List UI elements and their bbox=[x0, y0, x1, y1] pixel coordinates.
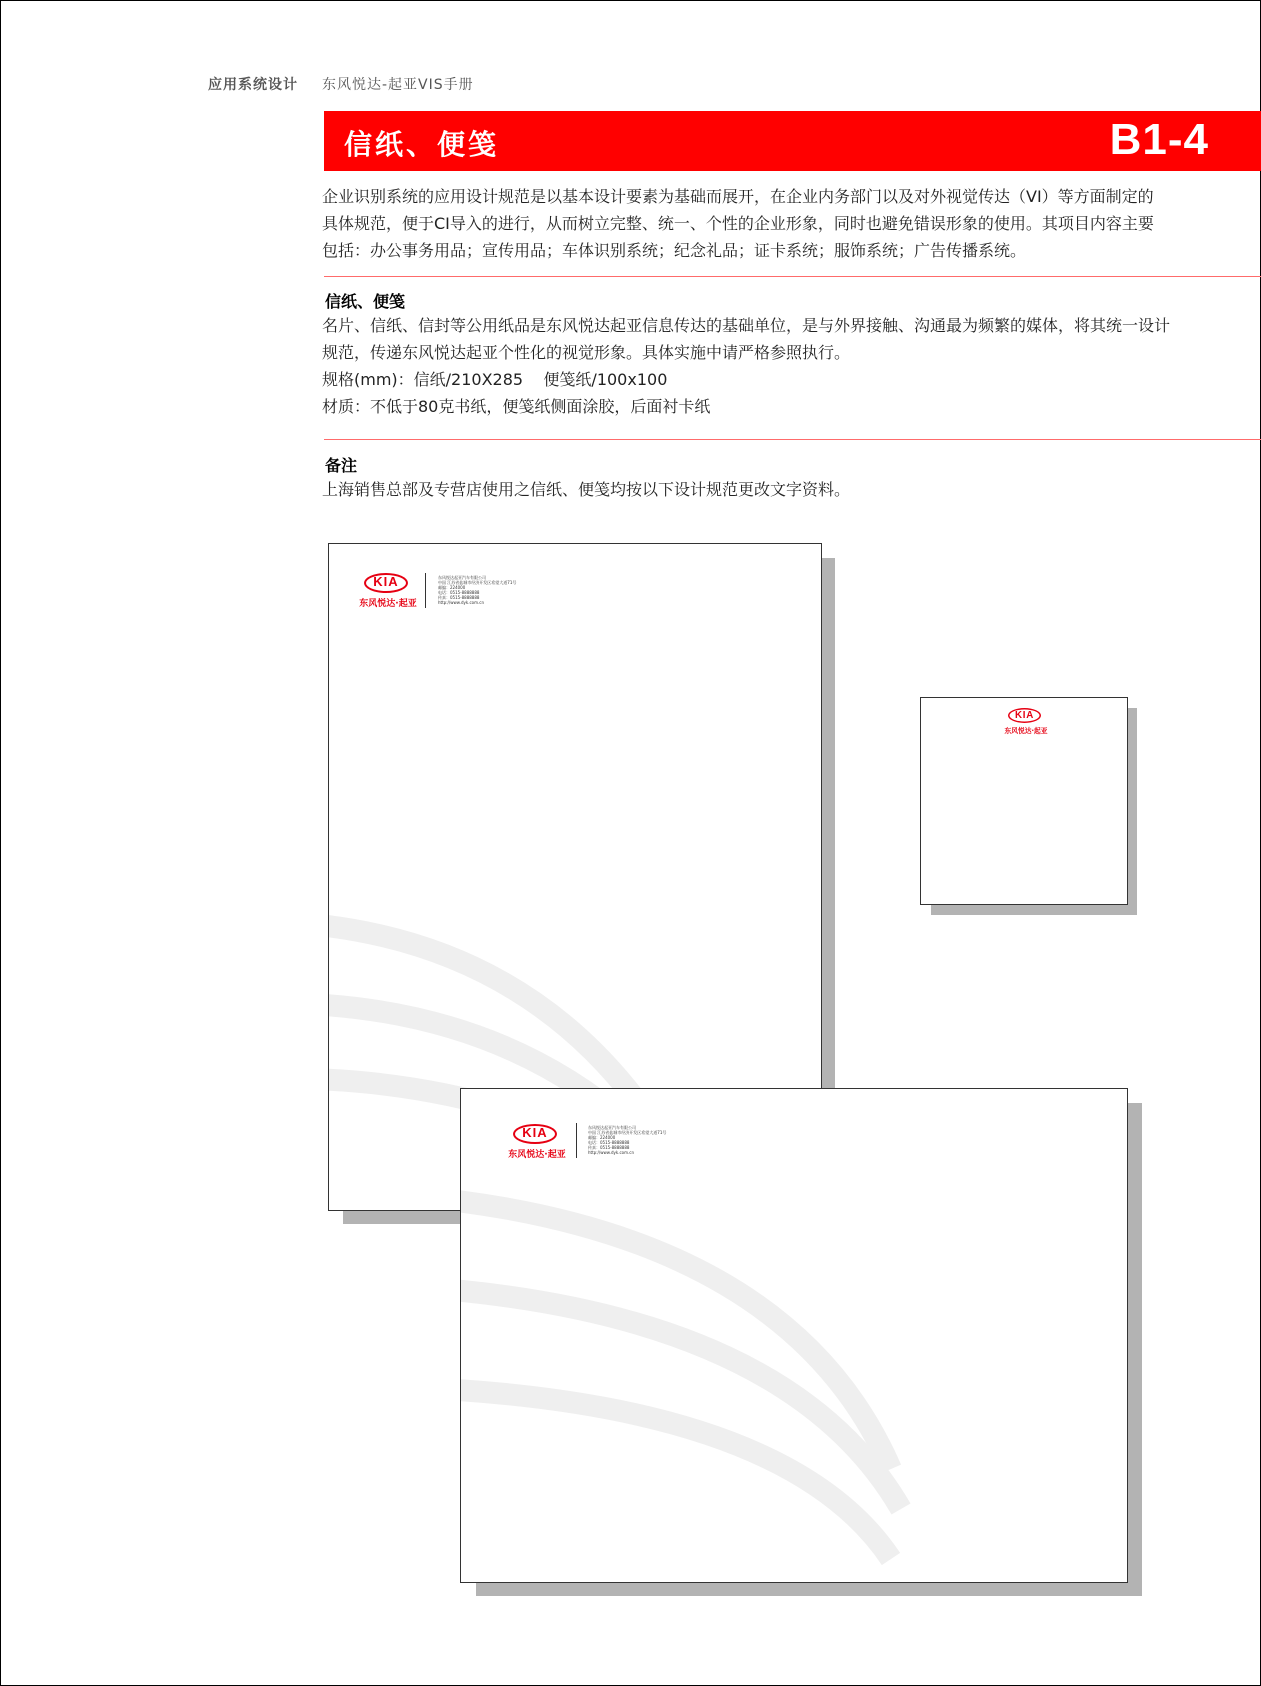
page-title: 信纸、便笺 bbox=[344, 128, 500, 161]
address-line: 中国 江苏省盐城市经济开发区希望大道71号 bbox=[588, 1130, 667, 1135]
note-line: 上海销售总部及专营店使用之信纸、便笺均按以下设计规范更改文字资料。 bbox=[322, 480, 851, 499]
address-block bbox=[588, 1125, 666, 1155]
letter-section-heading: 信纸、便笺 bbox=[325, 292, 406, 311]
section-label: 应用系统设计 bbox=[208, 77, 298, 93]
kia-mark: KIA bbox=[522, 1125, 548, 1140]
address-line: 东风悦达起亚汽车有限公司 bbox=[588, 1125, 636, 1130]
brand-name: 东风悦达·起亚 bbox=[1004, 727, 1048, 735]
note-body bbox=[322, 476, 1222, 503]
divider-rule bbox=[324, 276, 1261, 277]
brand-name: 东风悦达·起亚 bbox=[359, 599, 417, 609]
notepad-sheet bbox=[920, 697, 1128, 905]
divider-rule bbox=[324, 439, 1261, 440]
address-block bbox=[438, 575, 516, 605]
address-line: http://www.dyk.com.cn bbox=[438, 600, 485, 605]
address-line: 邮编：224000 bbox=[588, 1135, 616, 1140]
intro-paragraph bbox=[322, 183, 1222, 264]
title-banner bbox=[324, 111, 1261, 171]
kia-mark: KIA bbox=[373, 574, 399, 589]
note-heading: 备注 bbox=[325, 456, 358, 475]
landscape-sheet bbox=[460, 1088, 1128, 1583]
address-line: 传真：0515-8888888 bbox=[438, 595, 480, 600]
body-line: 名片、信纸、信封等公用纸品是东风悦达起亚信息传达的基础单位，是与外界接触、沟通最为频繁的媒体，将其统一设计 bbox=[322, 316, 1171, 335]
address-line: 电话：0515-8888888 bbox=[588, 1140, 630, 1145]
address-line: http://www.dyk.com.cn bbox=[588, 1150, 635, 1155]
address-line: 邮编：224000 bbox=[438, 585, 466, 590]
kia-mark: KIA bbox=[1014, 708, 1035, 720]
intro-line: 具体规范，便于CI导入的进行，从而树立完整、统一、个性的企业形象，同时也避免错误形象的使用。其项目内容主要 bbox=[322, 214, 1154, 233]
material-line: 材质：不低于80克书纸，便笺纸侧面涂胶，后面衬卡纸 bbox=[322, 397, 711, 416]
address-line: 东风悦达起亚汽车有限公司 bbox=[438, 575, 486, 580]
address-line: 中国 江苏省盐城市经济开发区希望大道71号 bbox=[438, 580, 517, 585]
spec-line: 规格(mm)：信纸/210X285 便笺纸/100x100 bbox=[322, 370, 668, 389]
body-line: 规范，传递东风悦达起亚个性化的视觉形象。具体实施中请严格参照执行。 bbox=[322, 343, 851, 362]
intro-line: 企业识别系统的应用设计规范是以基本设计要素为基础而展开，在企业内务部门以及对外视觉传达（VI）等方面制定的 bbox=[322, 187, 1154, 206]
address-line: 电话：0515-8888888 bbox=[438, 590, 480, 595]
logo-divider bbox=[425, 573, 426, 608]
address-line: 传真：0515-8888888 bbox=[588, 1145, 630, 1150]
swoosh-graphic bbox=[461, 1089, 1127, 1582]
page-code: B1-4 bbox=[1109, 115, 1209, 164]
intro-line: 包括：办公事务用品；宣传用品；车体识别系统；纪念礼品；证卡系统；服饰系统；广告传播系统。 bbox=[322, 241, 1027, 260]
logo-divider bbox=[576, 1123, 577, 1158]
letter-section-body bbox=[322, 312, 1222, 420]
manual-title: 东风悦达-起亚VIS手册 bbox=[322, 77, 474, 93]
brand-name: 东风悦达·起亚 bbox=[508, 1150, 566, 1160]
